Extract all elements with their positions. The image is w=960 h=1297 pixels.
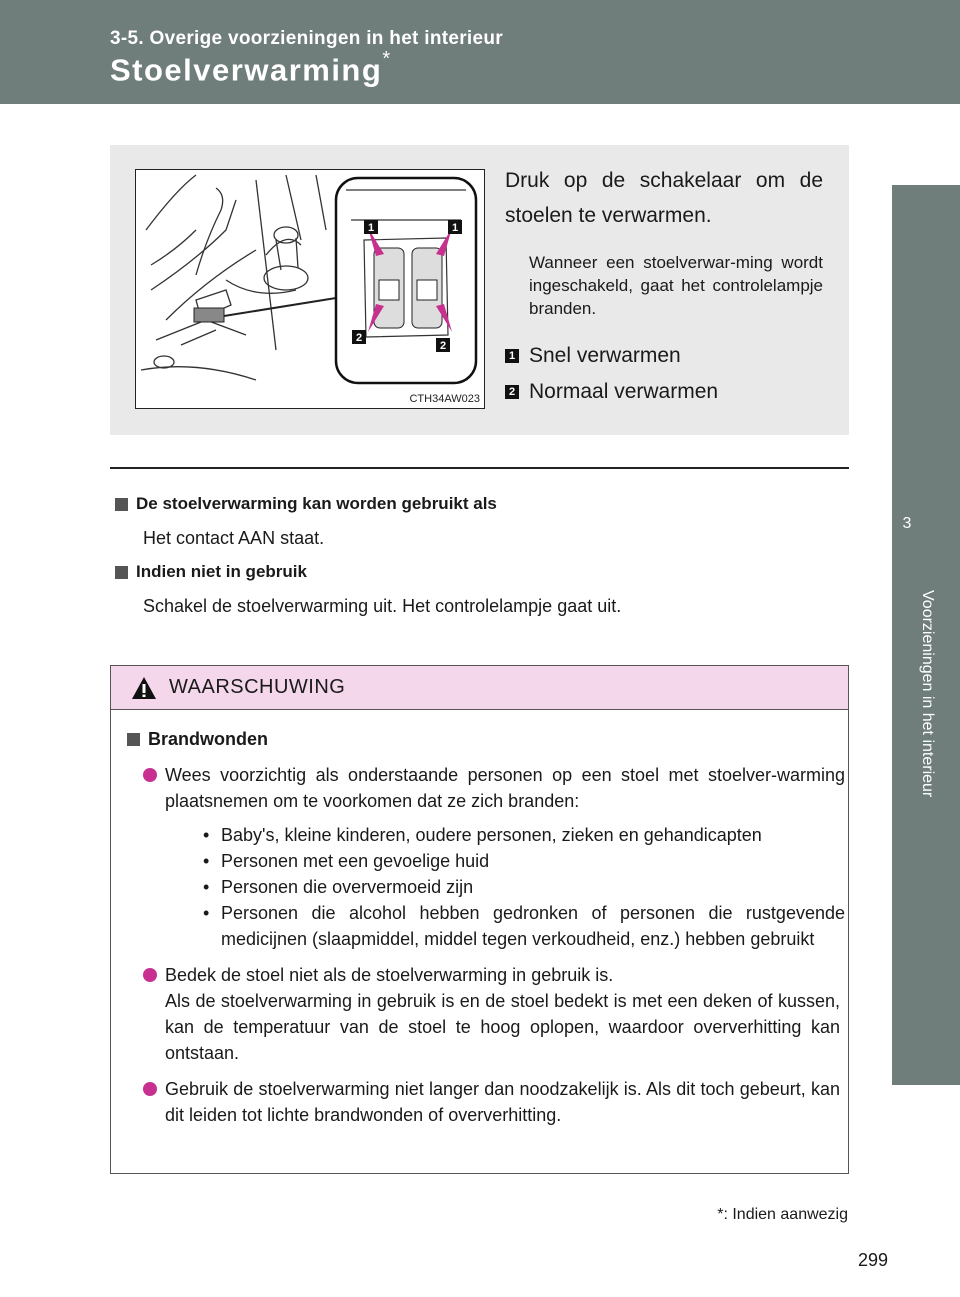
note-body: Schakel de stoelverwarming uit. Het controlelampje gaat uit. <box>143 596 622 616</box>
dot-bullet-icon <box>143 1082 157 1096</box>
title-asterisk: * <box>382 48 392 70</box>
warning-item <box>143 962 840 1066</box>
figure-main-text: Druk op de schakelaar om de stoelen te verwarmen. <box>505 169 823 227</box>
figure-sub-text: Wanneer een stoelverwar-ming wordt ingeschakeld, gaat het controlelampje branden. <box>529 253 823 318</box>
figure-text <box>505 163 823 410</box>
chapter-side-tab <box>892 185 960 1085</box>
image-code: CTH34AW023 <box>409 393 480 405</box>
list-item-text: Personen met een gevoelige huid <box>221 851 490 871</box>
page-number: 299 <box>857 1250 888 1270</box>
console-drawing <box>136 170 483 407</box>
warning-box <box>110 665 849 1174</box>
warning-body <box>111 710 848 1128</box>
legend-item <box>505 338 823 374</box>
page-title <box>110 48 392 88</box>
page-header <box>0 0 960 104</box>
chapter-number: 3 <box>902 515 912 532</box>
callout-2-left: 2 <box>355 332 363 344</box>
warning-bullet-list <box>203 822 845 952</box>
warning-header <box>111 666 848 710</box>
warning-item2-line2: Als de stoelverwarming in gebruik is en de stoel bedekt is met een deken of kussen, kan de temperatuur van de stoel te hoog oplopen, waardoor oververhitting kan ontstaan. <box>165 991 840 1063</box>
legend-label: Normaal verwarmen <box>529 380 719 403</box>
callout-1-right: 1 <box>451 222 459 234</box>
list-item: • Personen die alcohol hebben gedronken of personen die rustgevende medicijnen (slaapmiddel, middel tegen verkoudheid, enz.) hebben gebruikt <box>203 900 845 952</box>
callout-2-right: 2 <box>439 340 447 352</box>
figure-box <box>110 145 849 435</box>
note-heading <box>115 558 845 586</box>
figure-legend <box>505 338 823 410</box>
square-bullet-icon <box>115 566 128 579</box>
page-title-text: Stoelverwarming <box>110 52 383 88</box>
warning-item1-text: Wees voorzichtig als onderstaande personen op een stoel met stoelver-warming plaatsnemen om te voorkomen dat ze zich branden: <box>165 765 845 811</box>
warning-item2-line1: Bedek de stoel niet als de stoelverwarming in gebruik is. <box>165 965 614 985</box>
dot-bullet-icon <box>143 768 157 782</box>
legend-badge: 2 <box>505 385 519 399</box>
list-item-text: Personen die oververmoeid zijn <box>221 877 474 897</box>
footnote-text: : Indien aanwezig <box>723 1206 848 1223</box>
warning-item-text <box>165 962 840 1066</box>
legend-item <box>505 374 823 410</box>
list-item: • Personen met een gevoelige huid <box>203 848 845 874</box>
list-item: • Baby's, kleine kinderen, oudere personen, zieken en gehandicapten <box>203 822 845 848</box>
divider <box>110 467 849 469</box>
warning-heading-text: Brandwonden <box>148 728 268 749</box>
chapter-label: Voorzieningen in het interieur <box>919 590 936 798</box>
square-bullet-icon <box>115 498 128 511</box>
section-title: 3-5. Overige voorzieningen in het interieur <box>110 28 503 49</box>
warning-item <box>143 1076 840 1128</box>
callout-1-left: 1 <box>367 222 375 234</box>
list-item-text: Baby's, kleine kinderen, oudere personen, zieken en gehandicapten <box>221 825 762 845</box>
legend-label: Snel verwarmen <box>529 344 681 367</box>
footnote <box>717 1206 848 1224</box>
warning-heading <box>127 726 840 752</box>
note-body: Het contact AAN staat. <box>143 528 325 548</box>
notes-section <box>115 490 845 626</box>
legend-badge: 1 <box>505 349 519 363</box>
warning-item <box>143 762 845 952</box>
square-bullet-icon <box>127 733 140 746</box>
warning-item-text: Gebruik de stoelverwarming niet langer dan noodzakelijk is. Als dit toch gebeurt, kan dit leiden tot lichte brandwonden of oververhitting. <box>165 1079 840 1125</box>
footnote-mark: * <box>717 1206 724 1223</box>
warning-item-text <box>165 762 845 952</box>
list-item-text: Personen die alcohol hebben gedronken of personen die rustgevende medicijnen (slaapmiddel, middel tegen verkoudheid, enz.) hebben gebruikt <box>221 903 845 949</box>
note-heading <box>115 490 845 518</box>
seat-heater-illustration <box>135 169 485 409</box>
note-heading-text: Indien niet in gebruik <box>136 562 307 581</box>
warning-title: WAARSCHUWING <box>169 676 346 698</box>
dot-bullet-icon <box>143 968 157 982</box>
list-item: • Personen die oververmoeid zijn <box>203 874 845 900</box>
warning-triangle-icon <box>131 676 157 700</box>
note-heading-text: De stoelverwarming kan worden gebruikt als <box>136 494 497 513</box>
